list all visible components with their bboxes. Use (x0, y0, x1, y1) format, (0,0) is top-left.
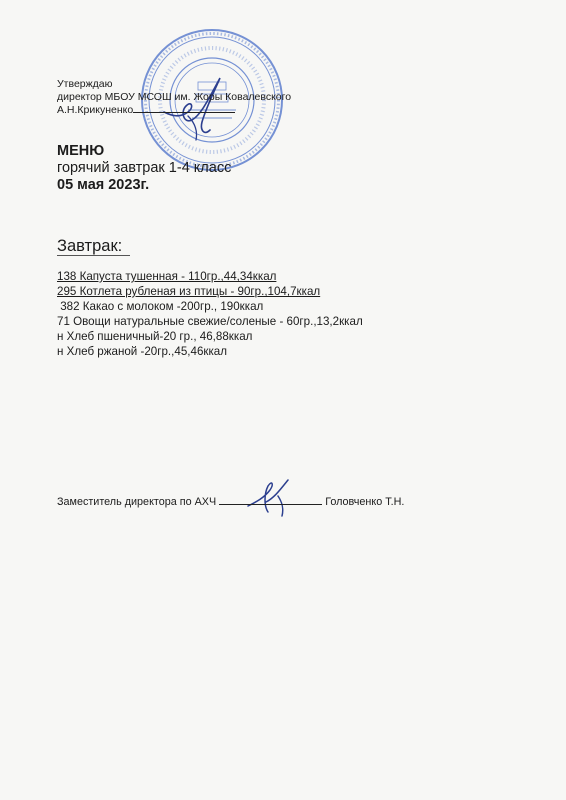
menu-header (57, 143, 231, 194)
signature-line (219, 494, 322, 505)
list-item: 71 Овощи натуральные свежие/соленые - 60гр.,13,2ккал (57, 315, 363, 328)
meal-items-list (57, 269, 363, 359)
signature-line (133, 103, 235, 113)
approval-line-1: Утверждаю (57, 78, 113, 90)
approval-line-2: директор МБОУ МСОШ им. Жоры Ковалевского (57, 90, 292, 103)
deputy-signature-block (57, 494, 404, 508)
menu-subtitle: горячий завтрак 1-4 класс (57, 160, 232, 176)
list-item: 295 Котлета рубленая из птицы - 90гр.,104,7ккал (57, 285, 321, 298)
approval-block (57, 78, 291, 117)
deputy-name: Головченко Т.Н. (325, 496, 405, 508)
list-item: н Хлеб пшеничный-20 гр., 46,88ккал (57, 330, 253, 343)
list-item: 382 Какао с молоком -200гр., 190ккал (57, 300, 264, 313)
list-item: н Хлеб ржаной -20гр.,45,46ккал (57, 345, 228, 358)
menu-date: 05 мая 2023г. (57, 177, 150, 193)
director-name: А.Н.Крикуненко (57, 104, 134, 116)
deputy-position: Заместитель директора по АХЧ (57, 496, 217, 508)
list-item: 138 Капуста тушенная - 110гр.,44,34ккал (57, 270, 277, 283)
approval-line-3 (57, 103, 291, 117)
menu-title: МЕНЮ (57, 143, 105, 159)
meal-label: Завтрак: (57, 237, 130, 256)
